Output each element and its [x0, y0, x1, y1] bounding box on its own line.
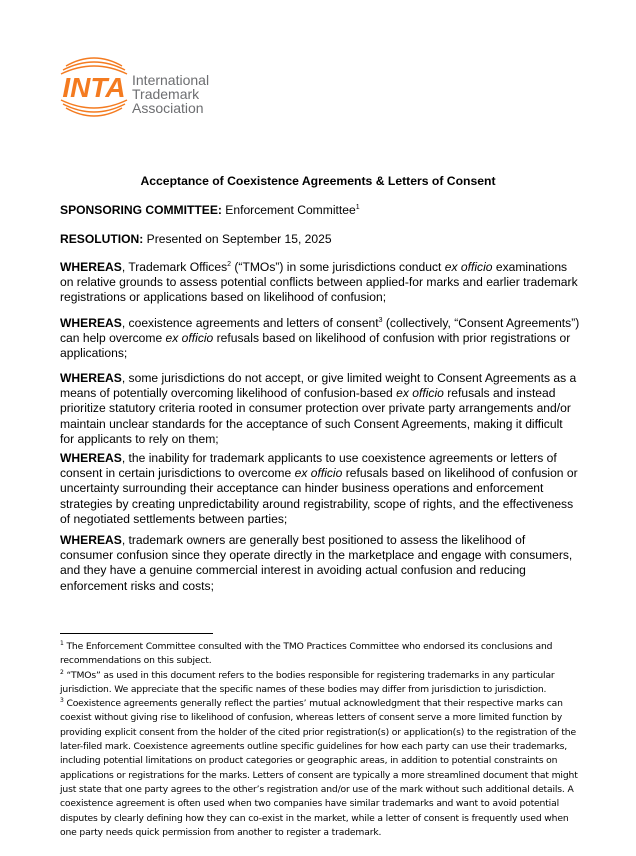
- sponsor-label: SPONSORING COMMITTEE:: [60, 203, 222, 217]
- whereas-clause-4: [60, 451, 580, 527]
- whereas-label: WHEREAS: [60, 533, 122, 547]
- clause-text: , the inability for trademark applicants to use coexistence agreements or letters of consent in certain jurisdictions to overcome: [60, 451, 557, 481]
- whereas-label: WHEREAS: [60, 260, 122, 274]
- resolution-value: Presented on September 15, 2025: [143, 232, 332, 246]
- inta-logo: [60, 52, 260, 122]
- footnote-1: [60, 640, 582, 669]
- whereas-clause-2: [60, 316, 580, 362]
- inta-logo-mark: [60, 52, 130, 118]
- document-title: Acceptance of Coexistence Agreements & Letters of Consent: [140, 174, 496, 188]
- clause-italic: ex officio: [396, 386, 444, 401]
- footnote-text: Coexistence agreements generally reflect the parties’ mutual acknowledgment that their respective marks can coexist without giving rise to likelihood of confusion, whereas letters of consent serve a more limited function by providing explicit consent from the holder of the cited prior registration(s) or application(s) to the registration of the later-filed mark. Coexistence agreements outline specific guidelines for how each party can use their trademarks, including potential limitations on product categories or geographic areas, in addition to potential constraints on applications or registrations for the marks. Letters of consent are typically a more streamlined document that might just state that one party agrees to the other’s registration and/or use of the mark without such additional details. A coexistence agreement is often used when two companies have similar trademarks and want to avoid potential disputes by clearly defining how they can co-exist in the market, while a letter of consent is frequently used when one party needs quick permission from another to register a trademark.: [60, 698, 578, 838]
- clause-italic: ex officio: [165, 331, 214, 346]
- clause-text: (“TMOs”) in some jurisdictions conduct: [231, 260, 445, 274]
- org-name-line-1: International: [132, 72, 210, 88]
- org-name-line-3: Association: [132, 100, 204, 116]
- sponsor-value: Enforcement Committee: [221, 203, 356, 217]
- whereas-label: WHEREAS: [60, 316, 122, 330]
- inta-logo-text: INTA: [62, 72, 126, 103]
- footnote-text: “TMOs” as used in this document refers to the bodies responsible for registering trademarks in any particular jurisdiction. We appreciate that the specific names of these bodies may differ from jurisdiction to jurisdiction.: [60, 669, 555, 695]
- whereas-clause-5: [60, 533, 580, 594]
- footnote-number: 1: [60, 639, 64, 647]
- footnote-ref-2: 2: [227, 260, 232, 268]
- org-name-line-2: Trademark: [132, 86, 200, 102]
- footnote-separator: [60, 633, 213, 634]
- clause-text: , trademark owners are generally best positioned to assess the likelihood of consumer confusion since they operate directly in the marketplace and engage with consumers, and they have a genuine commercial interest in avoiding actual confusion and reducing enforcement risks and costs;: [60, 533, 573, 593]
- footnote-ref-3: 3: [378, 316, 383, 324]
- whereas-clause-3: [60, 371, 580, 447]
- footnote-number: 3: [60, 697, 64, 705]
- whereas-clause-1: [60, 260, 580, 306]
- clause-italic: ex officio: [444, 260, 493, 274]
- whereas-label: WHEREAS: [60, 371, 122, 385]
- footnote-number: 2: [60, 668, 64, 676]
- sponsor-line: [60, 203, 580, 218]
- footnotes: [60, 640, 582, 840]
- clause-text: refusals based on likelihood of confusion with prior registrations or applications;: [60, 331, 571, 361]
- clause-text: examinations on relative grounds to assess potential conflicts between applied-for marks and earlier trademark registrations or applications based on likelihood of confusion;: [60, 260, 578, 305]
- clause-text: , some jurisdictions do not accept, or give limited weight to Consent Agreements as a means of potentially overcoming likelihood of confusion-based: [60, 371, 577, 401]
- whereas-label: WHEREAS: [60, 451, 122, 465]
- clause-text: (collectively, “Consent Agreements”) can help overcome: [60, 316, 580, 346]
- footnote-3: [60, 697, 582, 840]
- footnote-ref-1: 1: [355, 203, 360, 211]
- clause-text: refusals and instead prioritize statutory criteria rooted in consumer protection over private party arrangements and/or maintain unclear standards for the acceptance of such Consent Agreements, making it difficult for applicants to rely on them;: [60, 386, 571, 446]
- org-name: [132, 73, 209, 115]
- footnote-text: The Enforcement Committee consulted with the TMO Practices Committee who endorsed its conclusions and recommendations on this subject.: [60, 641, 553, 667]
- clause-text: refusals based on likelihood of confusion or uncertainty surrounding their acceptance can hinder business operations and enforcement strategies by creating unpredictability around registrability, scope of rights, and the effectiveness of negotiated settlements between parties;: [60, 466, 578, 526]
- clause-text: , Trademark Offices: [121, 260, 228, 274]
- clause-italic: ex officio: [294, 466, 343, 481]
- clause-text: , coexistence agreements and letters of consent: [121, 316, 379, 330]
- footnote-2: [60, 669, 582, 698]
- resolution-label: RESOLUTION:: [60, 232, 144, 246]
- resolution-line: [60, 232, 580, 247]
